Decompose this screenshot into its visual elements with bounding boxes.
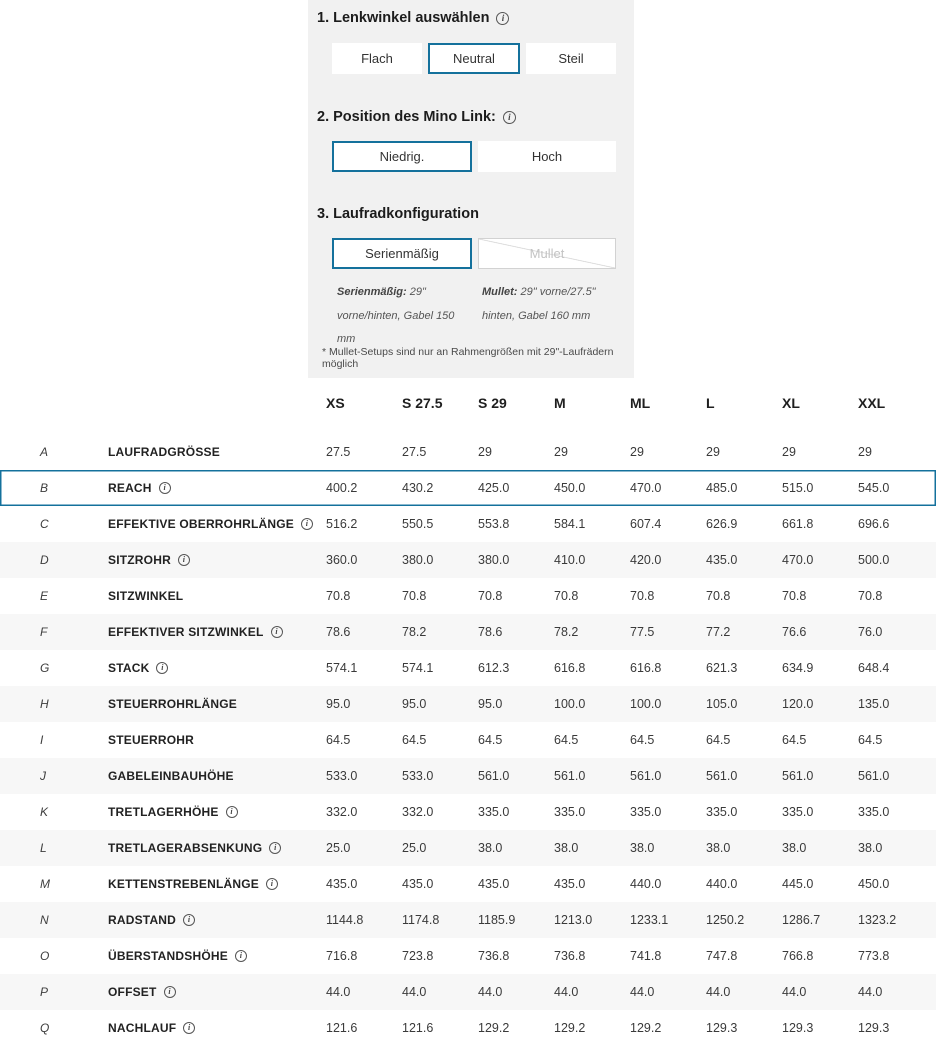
cell-value: 64.5 (402, 733, 427, 747)
table-row-n (0, 902, 936, 938)
row-label (108, 949, 326, 963)
table-row-g (0, 650, 936, 686)
cell-value: 1174.8 (402, 913, 440, 927)
cell-value: 95.0 (402, 697, 427, 711)
cell-value: 64.5 (326, 733, 351, 747)
cell-value: 440.0 (706, 877, 738, 891)
cell-value: 515.0 (782, 481, 814, 495)
section-heading (317, 206, 625, 222)
table-header-row (0, 388, 936, 418)
cell-value: 1323.2 (858, 913, 897, 927)
size-column-header: S 27.5 (402, 395, 443, 411)
cell-value: 430.2 (402, 481, 434, 495)
cell-value: 44.0 (858, 985, 883, 999)
table-row-e (0, 578, 936, 614)
cell-value: 380.0 (478, 553, 510, 567)
cell-value: 129.2 (630, 1021, 662, 1035)
section-title: 2. Position des Mino Link: (317, 109, 496, 125)
cell-value: 120.0 (782, 697, 814, 711)
cell-value: 25.0 (326, 841, 351, 855)
cell-value: 470.0 (630, 481, 662, 495)
cell-value: 64.5 (554, 733, 579, 747)
cell-value: 773.8 (858, 949, 890, 963)
cell-value: 78.2 (402, 625, 427, 639)
cell-value: 516.2 (326, 517, 358, 531)
option-descriptions (332, 281, 616, 352)
info-icon[interactable]: i (183, 914, 195, 926)
row-letter: M (40, 877, 50, 891)
cell-value: 70.8 (478, 589, 503, 603)
cell-value: 561.0 (858, 769, 890, 783)
option-description: Serienmäßig: 29" vorne/hinten, Gabel 150 mm (337, 286, 455, 346)
size-column-header: XL (782, 395, 800, 411)
cell-value: 1286.7 (782, 913, 821, 927)
row-label-text: KETTENSTREBENLÄNGE (108, 877, 259, 891)
cell-value: 380.0 (402, 553, 434, 567)
cell-value: 561.0 (706, 769, 738, 783)
row-label-text: ÜBERSTANDSHÖHE (108, 949, 228, 963)
cell-value: 435.0 (326, 877, 358, 891)
table-row-o (0, 938, 936, 974)
row-label-text: STACK (108, 661, 150, 675)
cell-value: 332.0 (402, 805, 434, 819)
cell-value: 70.8 (706, 589, 731, 603)
row-label-text: SITZWINKEL (108, 589, 184, 603)
cell-value: 533.0 (326, 769, 358, 783)
row-label (108, 589, 326, 603)
cell-value: 736.8 (554, 949, 586, 963)
geometry-table (0, 388, 936, 1046)
cell-value: 584.1 (554, 517, 586, 531)
option-button-serienm-ig[interactable]: Serienmäßig (332, 238, 472, 269)
cell-value: 360.0 (326, 553, 358, 567)
cell-value: 550.5 (402, 517, 434, 531)
cell-value: 38.0 (858, 841, 883, 855)
cell-value: 1233.1 (630, 913, 669, 927)
row-label-text: NACHLAUF (108, 1021, 177, 1035)
row-letter: K (40, 805, 49, 819)
cell-value: 100.0 (554, 697, 586, 711)
option-group (332, 43, 616, 74)
cell-value: 64.5 (858, 733, 883, 747)
cell-value: 100.0 (630, 697, 662, 711)
cell-value: 121.6 (326, 1021, 358, 1035)
info-icon[interactable]: i (164, 986, 176, 998)
row-letter: D (40, 553, 49, 567)
option-button-niedrig-[interactable]: Niedrig. (332, 141, 472, 172)
table-row-k (0, 794, 936, 830)
cell-value: 335.0 (478, 805, 510, 819)
cell-value: 1185.9 (478, 913, 516, 927)
size-column-header: XXL (858, 395, 886, 411)
section-title: 1. Lenkwinkel auswählen (317, 10, 490, 26)
option-button-neutral[interactable]: Neutral (428, 43, 520, 74)
cell-value: 44.0 (402, 985, 427, 999)
info-icon[interactable]: i (159, 482, 171, 494)
size-column-header: XS (326, 395, 345, 411)
row-label (108, 553, 326, 567)
cell-value: 545.0 (858, 481, 890, 495)
row-letter: L (40, 841, 47, 855)
cell-value: 70.8 (402, 589, 427, 603)
cell-value: 561.0 (630, 769, 662, 783)
row-label (108, 769, 326, 783)
row-label-text: STEUERROHRLÄNGE (108, 697, 238, 711)
cell-value: 27.5 (326, 445, 351, 459)
cell-value: 44.0 (706, 985, 731, 999)
info-icon[interactable]: i (269, 842, 281, 854)
cell-value: 76.6 (782, 625, 807, 639)
option-button-flach[interactable]: Flach (332, 43, 422, 74)
cell-value: 44.0 (326, 985, 351, 999)
table-row-a (0, 434, 936, 470)
row-label (108, 841, 326, 855)
section-heading (317, 109, 625, 125)
cell-value: 129.2 (554, 1021, 586, 1035)
geometry-config-panel (308, 0, 634, 378)
cell-value: 129.3 (782, 1021, 814, 1035)
row-letter: C (40, 517, 49, 531)
cell-value: 95.0 (326, 697, 351, 711)
row-label (108, 661, 326, 675)
mullet-footnote: * Mullet-Setups sind nur an Rahmengrößen mit 29"-Laufrädern möglich (322, 346, 614, 370)
table-row-l (0, 830, 936, 866)
cell-value: 723.8 (402, 949, 434, 963)
table-body (0, 434, 936, 1046)
cell-value: 500.0 (858, 553, 890, 567)
cell-value: 420.0 (630, 553, 662, 567)
cell-value: 64.5 (478, 733, 503, 747)
cell-value: 38.0 (706, 841, 731, 855)
row-label (108, 1021, 326, 1035)
table-row-d (0, 542, 936, 578)
row-label (108, 805, 326, 819)
row-label-text: GABELEINBAUHÖHE (108, 769, 234, 783)
cell-value: 574.1 (326, 661, 358, 675)
info-icon[interactable]: i (266, 878, 278, 890)
row-letter: G (40, 661, 50, 675)
row-letter: H (40, 697, 49, 711)
cell-value: 70.8 (858, 589, 883, 603)
cell-value: 335.0 (706, 805, 738, 819)
cell-value: 612.3 (478, 661, 510, 675)
row-label-text: OFFSET (108, 985, 157, 999)
cell-value: 1250.2 (706, 913, 745, 927)
cell-value: 616.8 (630, 661, 662, 675)
cell-value: 335.0 (554, 805, 586, 819)
cell-value: 129.2 (478, 1021, 510, 1035)
row-letter: I (40, 733, 44, 747)
cell-value: 1144.8 (326, 913, 364, 927)
cell-value: 741.8 (630, 949, 662, 963)
row-label-text: REACH (108, 481, 152, 495)
cell-value: 38.0 (630, 841, 655, 855)
cell-value: 64.5 (706, 733, 731, 747)
cell-value: 561.0 (478, 769, 510, 783)
cell-value: 435.0 (554, 877, 586, 891)
cell-value: 736.8 (478, 949, 510, 963)
row-label-text: RADSTAND (108, 913, 177, 927)
cell-value: 1213.0 (554, 913, 593, 927)
cell-value: 410.0 (554, 553, 586, 567)
row-label-text: SITZROHR (108, 553, 171, 567)
cell-value: 716.8 (326, 949, 358, 963)
cell-value: 621.3 (706, 661, 738, 675)
cell-value: 70.8 (630, 589, 655, 603)
cell-value: 70.8 (326, 589, 351, 603)
row-label (108, 517, 326, 531)
row-letter: O (40, 949, 50, 963)
option-group (332, 238, 616, 269)
cell-value: 38.0 (554, 841, 579, 855)
cell-value: 335.0 (858, 805, 890, 819)
row-letter: N (40, 913, 49, 927)
cell-value: 425.0 (478, 481, 510, 495)
cell-value: 450.0 (858, 877, 890, 891)
cell-value: 485.0 (706, 481, 738, 495)
cell-value: 77.5 (630, 625, 655, 639)
cell-value: 70.8 (782, 589, 807, 603)
row-letter: E (40, 589, 49, 603)
cell-value: 634.9 (782, 661, 814, 675)
cell-value: 129.3 (858, 1021, 890, 1035)
row-label (108, 625, 326, 639)
cell-value: 616.8 (554, 661, 586, 675)
row-letter: J (40, 769, 46, 783)
section-heading (317, 10, 625, 26)
info-icon[interactable]: i (178, 554, 190, 566)
cell-value: 747.8 (706, 949, 738, 963)
row-label (108, 445, 326, 459)
table-row-p (0, 974, 936, 1010)
row-label (108, 697, 326, 711)
cell-value: 445.0 (782, 877, 814, 891)
cell-value: 470.0 (782, 553, 814, 567)
cell-value: 78.2 (554, 625, 579, 639)
option-button-hoch[interactable]: Hoch (478, 141, 616, 172)
row-label (108, 877, 326, 891)
config-sections (317, 10, 625, 352)
table-row-q (0, 1010, 936, 1046)
cell-value: 135.0 (858, 697, 890, 711)
row-label-text: EFFEKTIVE OBERROHRLÄNGE (108, 517, 294, 531)
cell-value: 38.0 (782, 841, 807, 855)
table-row-j (0, 758, 936, 794)
cell-value: 29 (858, 445, 872, 459)
cell-value: 29 (630, 445, 644, 459)
cell-value: 76.0 (858, 625, 883, 639)
info-icon[interactable]: i (226, 806, 238, 818)
row-label-text: EFFEKTIVER SITZWINKEL (108, 625, 264, 639)
table-row-h (0, 686, 936, 722)
cell-value: 70.8 (554, 589, 579, 603)
cell-value: 607.4 (630, 517, 662, 531)
size-column-header: ML (630, 395, 651, 411)
cell-value: 78.6 (478, 625, 503, 639)
cell-value: 553.8 (478, 517, 510, 531)
cell-value: 29 (782, 445, 796, 459)
cell-value: 574.1 (402, 661, 434, 675)
info-icon[interactable]: i (301, 518, 313, 530)
info-icon[interactable]: i (156, 662, 168, 674)
row-label (108, 913, 326, 927)
row-letter: A (40, 445, 49, 459)
cell-value: 626.9 (706, 517, 738, 531)
row-label-text: LAUFRADGRÖSSE (108, 445, 220, 459)
cell-value: 77.2 (706, 625, 731, 639)
info-icon[interactable]: i (183, 1022, 195, 1034)
row-label (108, 985, 326, 999)
row-label-text: TRETLAGERHÖHE (108, 805, 219, 819)
cell-value: 27.5 (402, 445, 427, 459)
cell-value: 129.3 (706, 1021, 738, 1035)
cell-value: 661.8 (782, 517, 814, 531)
info-icon[interactable]: i (503, 111, 516, 124)
cell-value: 561.0 (782, 769, 814, 783)
cell-value: 29 (706, 445, 720, 459)
cell-value: 64.5 (782, 733, 807, 747)
table-row-m (0, 866, 936, 902)
cell-value: 435.0 (402, 877, 434, 891)
row-label-text: TRETLAGERABSENKUNG (108, 841, 263, 855)
size-column-header: S 29 (478, 395, 507, 411)
row-label (108, 481, 326, 495)
table-row-c (0, 506, 936, 542)
size-column-header: L (706, 395, 715, 411)
row-label-text: STEUERROHR (108, 733, 195, 747)
cell-value: 335.0 (630, 805, 662, 819)
cell-value: 44.0 (554, 985, 579, 999)
cell-value: 400.2 (326, 481, 358, 495)
info-icon[interactable]: i (235, 950, 247, 962)
cell-value: 38.0 (478, 841, 503, 855)
cell-value: 44.0 (782, 985, 807, 999)
info-icon[interactable]: i (271, 626, 283, 638)
section-title: 3. Laufradkonfiguration (317, 206, 479, 222)
table-row-i (0, 722, 936, 758)
cell-value: 440.0 (630, 877, 662, 891)
cell-value: 533.0 (402, 769, 434, 783)
option-button-mullet: Mullet (478, 238, 616, 269)
row-letter: Q (40, 1021, 50, 1035)
row-letter: F (40, 625, 48, 639)
option-button-steil[interactable]: Steil (526, 43, 616, 74)
row-letter: P (40, 985, 49, 999)
cell-value: 29 (554, 445, 568, 459)
cell-value: 44.0 (478, 985, 503, 999)
cell-value: 435.0 (478, 877, 510, 891)
cell-value: 435.0 (706, 553, 738, 567)
row-label (108, 733, 326, 747)
cell-value: 335.0 (782, 805, 814, 819)
cell-value: 121.6 (402, 1021, 434, 1035)
cell-value: 105.0 (706, 697, 738, 711)
info-icon[interactable]: i (496, 12, 509, 25)
cell-value: 766.8 (782, 949, 814, 963)
row-letter: B (40, 481, 49, 495)
cell-value: 696.6 (858, 517, 890, 531)
cell-value: 29 (478, 445, 492, 459)
cell-value: 450.0 (554, 481, 586, 495)
cell-value: 78.6 (326, 625, 351, 639)
cell-value: 44.0 (630, 985, 655, 999)
table-row-f (0, 614, 936, 650)
cell-value: 648.4 (858, 661, 890, 675)
cell-value: 561.0 (554, 769, 586, 783)
cell-value: 332.0 (326, 805, 358, 819)
option-group (332, 141, 616, 172)
size-column-header: M (554, 395, 566, 411)
table-row-b (0, 470, 936, 506)
option-description: Mullet: 29" vorne/27.5" hinten, Gabel 160 mm (482, 286, 596, 322)
cell-value: 95.0 (478, 697, 503, 711)
cell-value: 64.5 (630, 733, 655, 747)
cell-value: 25.0 (402, 841, 427, 855)
